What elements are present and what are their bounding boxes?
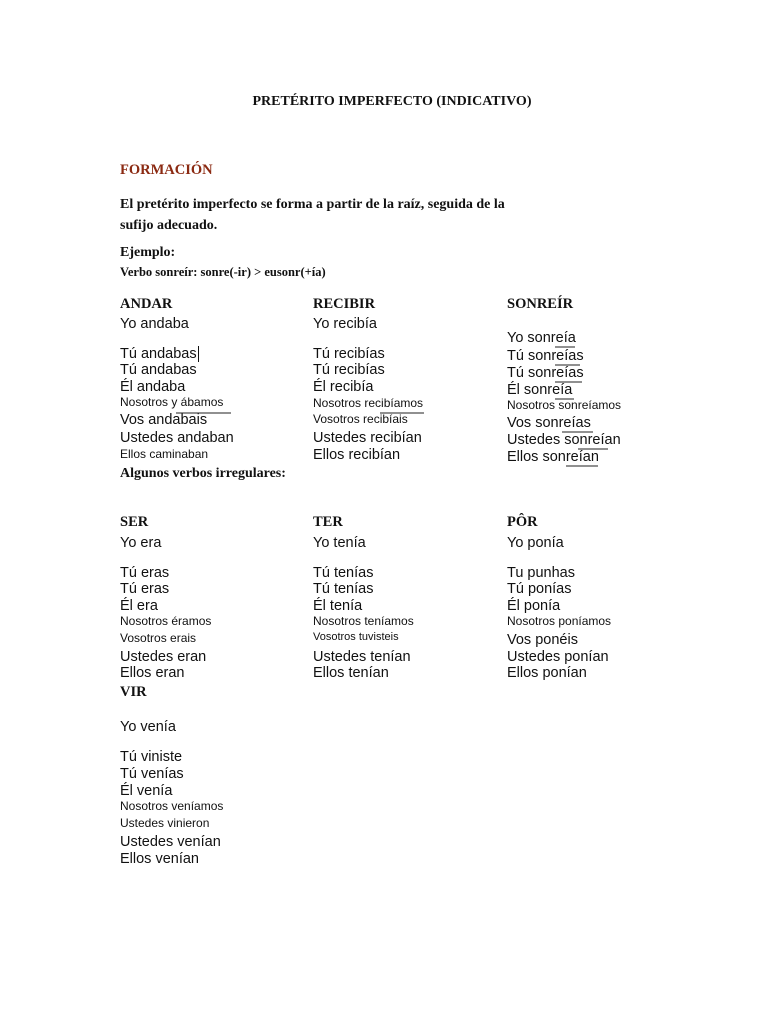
andar-form-el: Él andaba [120,379,186,395]
ser-form-ellos: Ellos eran [120,665,185,681]
ter-form-nosotros: Nosotros teníamos [313,614,414,628]
ser-form-el: Él era [120,598,158,614]
por-form-vos: Vos ponéis [507,632,578,648]
sonreir-form-tu: Tú sonreías [507,348,584,364]
vir-heading: VIR [120,684,147,700]
sonreir-form-yo: Yo sonreía [507,330,576,346]
ser-form-yo: Yo era [120,535,162,551]
por-form-tu-2: Tú ponías [507,581,572,597]
vir-form-tu: Tú viniste [120,749,183,765]
vir-form-ellos: Ellos venían [120,851,199,867]
andar-form-ellos: Ellos caminaban [120,447,209,461]
recibir-form-nosotros: Nosotros recibíamos [313,396,424,410]
example-heading: Ejemplo: [120,245,176,260]
sonreir-form-ellos: Ellos sonreían [507,449,599,465]
example-verb: Verbo sonreír: sonre(-ir) > eusonr(+ía) [120,265,326,279]
vir-form-yo: Yo venía [120,719,176,735]
recibir-form-tu: Tú recibías [313,346,385,362]
intro-paragraph: El pretérito imperfecto se forma a partir de la raíz, seguida de la sufijo adecuado. [120,197,505,233]
por-form-tu: Tu punhas [507,565,575,581]
sonreir-form-nosotros: Nosotros sonreíamos [507,398,622,412]
recibir-form-el: Él recibía [313,379,374,395]
por-form-ustedes: Ustedes ponían [507,649,609,665]
andar-form-ustedes: Ustedes andaban [120,430,234,446]
recibir-form-tu-2: Tú recibías [313,362,385,378]
vir-form-ustedes-vinieron: Ustedes vinieron [120,816,210,830]
recibir-form-yo: Yo recibía [313,316,377,332]
ter-heading: TER [313,514,343,530]
por-heading: PÔR [507,514,538,530]
sonreir-form-vos: Vos sonreías [507,415,591,431]
ser-form-tu-2: Tú eras [120,581,170,597]
sonreir-form-el: Él sonreía [507,382,573,398]
sonreir-form-ustedes: Ustedes sonreían [507,432,621,448]
ter-form-yo: Yo tenía [313,535,366,551]
recibir-form-ellos: Ellos recibían [313,447,401,463]
ter-form-el: Él tenía [313,598,363,614]
andar-form-vos: Vos andabais [120,412,208,428]
section-heading: FORMACIÓN [120,162,213,178]
vir-form-ustedes: Ustedes venían [120,834,221,850]
por-form-ellos: Ellos ponían [507,665,587,681]
ser-form-ustedes: Ustedes eran [120,649,207,665]
page-title: PRETÉRITO IMPERFECTO (INDICATIVO) [252,94,532,109]
andar-form-yo: Yo andaba [120,316,189,332]
recibir-form-ustedes: Ustedes recibían [313,430,422,446]
sonreir-form-tu-2: Tú sonreías [507,365,584,381]
por-form-el: Él ponía [507,598,561,614]
ser-heading: SER [120,514,149,530]
andar-form-tu-text: Tú andabas [120,346,197,362]
vir-form-el: Él venía [120,783,173,799]
andar-form-nosotros: Nosotros y ábamos [120,395,224,409]
ser-form-tu: Tú eras [120,565,170,581]
ter-form-ustedes: Ustedes tenían [313,649,411,665]
ter-form-tu: Tú tenías [313,565,374,581]
andar-heading: ANDAR [120,296,173,312]
andar-form-tu-2: Tú andabas [120,362,197,378]
vir-form-tu-2: Tú venías [120,766,184,782]
por-form-yo: Yo ponía [507,535,564,551]
recibir-heading: RECIBIR [313,296,376,312]
ter-form-ellos: Ellos tenían [313,665,389,681]
por-form-nosotros: Nosotros poníamos [507,614,612,628]
sonreir-heading: SONREÍR [507,296,574,312]
irregular-heading: Algunos verbos irregulares: [120,466,286,481]
ser-form-nosotros: Nosotros éramos [120,614,212,628]
recibir-form-vosotros: Vosotros recibíais [313,412,408,426]
vir-form-nosotros: Nosotros veníamos [120,799,224,813]
ter-form-tu-2: Tú tenías [313,581,374,597]
ser-form-vosotros: Vosotros erais [120,631,197,645]
ter-form-vosotros: Vosotros tuvisteis [313,631,399,643]
